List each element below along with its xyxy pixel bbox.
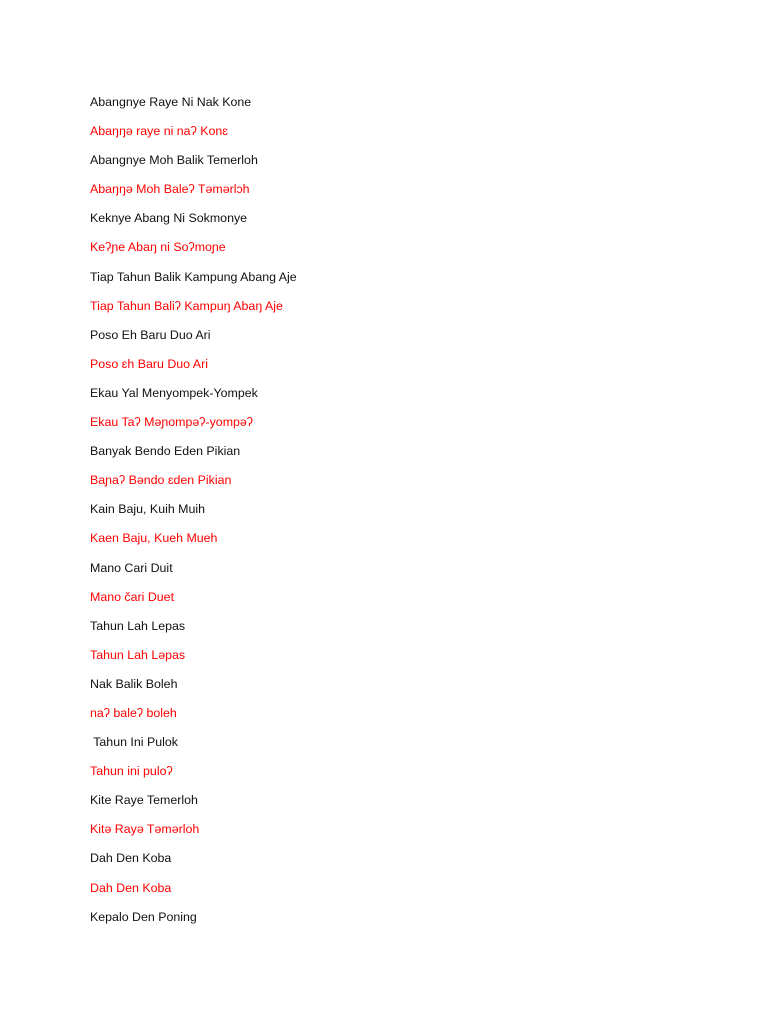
lyric-line: Tahun Lah Lepas (90, 618, 186, 633)
pronunciation-line: Baɲaʔ Bəndo ɛden Pikian (90, 473, 232, 488)
pronunciation-line: Tahun Lah Ləpas (90, 647, 186, 662)
lyric-line: Mano Cari Duit (90, 560, 173, 575)
pronunciation-line: Poso ɛh Baru Duo Ari (90, 356, 208, 371)
pronunciation-line: naʔ baleʔ boleh (90, 705, 177, 720)
pronunciation-line: Tahun ini puloʔ (90, 764, 173, 779)
pronunciation-line: Abaŋŋə Moh Baleʔ Təmərlɔh (90, 182, 250, 197)
pronunciation-line: Abaŋŋə raye ni naʔ Konɛ (90, 124, 228, 139)
lyrics-list (90, 92, 297, 936)
lyric-line: Ekau Yal Menyompek-Yompek (90, 385, 258, 400)
lyric-line: Banyak Bendo Eden Pikian (90, 444, 241, 459)
pronunciation-line: Tiap Tahun Baliʔ Kampuŋ Abaŋ Aje (90, 298, 283, 313)
lyric-line: Dah Den Koba (90, 851, 172, 866)
lyric-line: Kite Raye Temerloh (90, 793, 198, 808)
lyric-line: Abangnye Moh Balik Temerloh (90, 153, 258, 168)
pronunciation-line: Ekau Taʔ Məɲompəʔ-yompəʔ (90, 415, 253, 430)
lyric-line: Kain Baju, Kuih Muih (90, 502, 206, 517)
pronunciation-line: Kaen Baju, Kueh Mueh (90, 531, 218, 546)
pronunciation-line: Dah Den Koba (90, 880, 172, 895)
lyric-line: Tahun Ini Pulok (90, 735, 178, 750)
lyric-line: Poso Eh Baru Duo Ari (90, 327, 211, 342)
pronunciation-line: Mano čari Duet (90, 589, 175, 604)
pronunciation-line: Keʔɲe Abaŋ ni Soʔmoɲe (90, 240, 226, 255)
lyric-line: Kepalo Den Poning (90, 909, 197, 924)
lyric-line: Nak Balik Boleh (90, 676, 178, 691)
lyric-line: Tiap Tahun Balik Kampung Abang Aje (90, 269, 297, 284)
lyric-line: Abangnye Raye Ni Nak Kone (90, 95, 252, 109)
lyric-line: Keknye Abang Ni Sokmonye (90, 211, 248, 226)
pronunciation-line: Kitə Rayə Təmərloh (90, 822, 200, 837)
